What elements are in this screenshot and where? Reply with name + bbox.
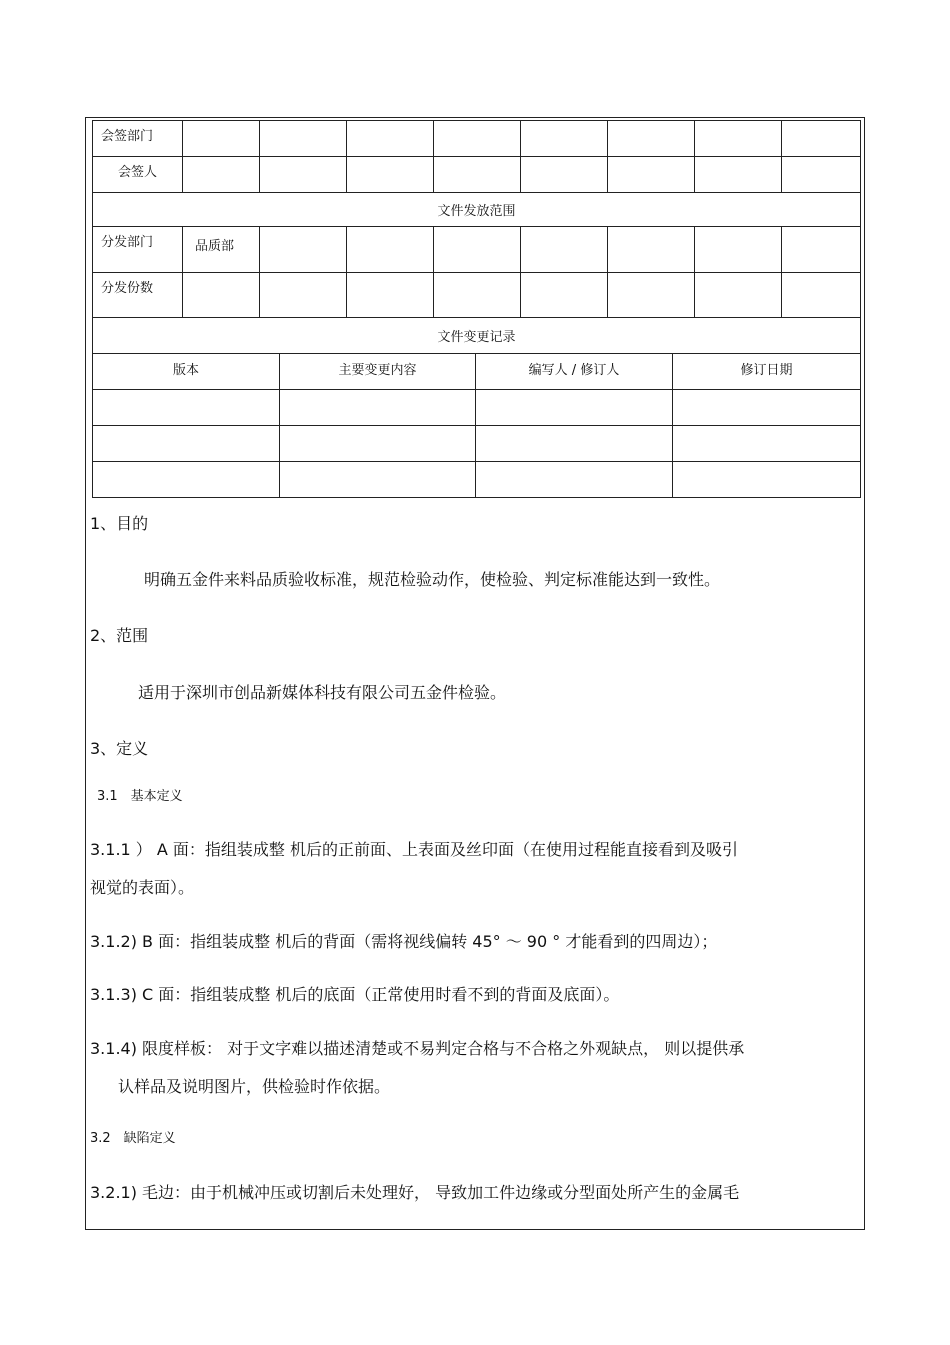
def-3-1-3: 3.1.3) C 面：指组装成整 机后的底面（正常使用时看不到的背面及底面）。 (90, 985, 620, 1004)
def-3-2-1: 3.2.1) 毛边：由于机械冲压或切割后未处理好， 导致加工件边缘或分型面处所产生的金属毛 (90, 1183, 740, 1202)
table-row (93, 462, 861, 498)
cell (608, 157, 695, 193)
cell (347, 273, 434, 318)
cell (434, 273, 521, 318)
section-3-1-heading: 3.1 基本定义 (97, 789, 183, 804)
cell (695, 273, 782, 318)
def-3-1-1-line1: 3.1.1 ） A 面：指组装成整 机后的正前面、上表面及丝印面（在使用过程能直接看到及吸引 (90, 840, 739, 859)
section-3-heading: 3、定义 (90, 739, 149, 758)
header-version: 版本 (93, 354, 280, 390)
section-2-body: 适用于深圳市创品新媒体科技有限公司五金件检验。 (138, 683, 507, 702)
section-1-body: 明确五金件来料品质验收标准，规范检验动作，使检验、判定标准能达到一致性。 (144, 570, 721, 589)
cell (183, 157, 260, 193)
cell (434, 227, 521, 273)
countersign-dept-label: 会签部门 (93, 121, 183, 157)
cell (260, 121, 347, 157)
cell (347, 157, 434, 193)
countersign-person-label: 会签人 (93, 157, 183, 193)
cell (183, 121, 260, 157)
cell (347, 121, 434, 157)
header-date: 修订日期 (673, 354, 861, 390)
cell (434, 121, 521, 157)
def-3-1-1-line2: 视觉的表面）。 (90, 878, 195, 897)
change-record-table (92, 353, 861, 498)
cell (347, 227, 434, 273)
dist-dept-value: 品质部 (183, 227, 260, 273)
cell (521, 157, 608, 193)
header-author: 编写人 / 修订人 (476, 354, 673, 390)
distribution-scope-row (93, 193, 861, 227)
change-record-title: 文件变更记录 (93, 318, 861, 354)
section-1-heading: 1、目的 (90, 514, 149, 533)
section-2-heading: 2、范围 (90, 626, 149, 645)
cell (782, 227, 861, 273)
signoff-distribution-table (92, 120, 861, 354)
cell (260, 273, 347, 318)
cell (608, 273, 695, 318)
dist-dept-row (93, 227, 861, 273)
cell (695, 157, 782, 193)
cell (782, 157, 861, 193)
cell (608, 227, 695, 273)
cell (521, 273, 608, 318)
def-3-1-4-line1: 3.1.4) 限度样板： 对于文字难以描述清楚或不易判定合格与不合格之外观缺点， 则以提供承 (90, 1039, 745, 1058)
cell (183, 273, 260, 318)
dist-copies-row (93, 273, 861, 318)
cell (260, 157, 347, 193)
def-3-1-2: 3.1.2) B 面：指组装成整 机后的背面（需将视线偏转 45° ～ 90 ° 才能看到的四周边）； (90, 932, 718, 951)
table-row (93, 426, 861, 462)
cell (434, 157, 521, 193)
distribution-scope-title: 文件发放范围 (93, 193, 861, 227)
cell (782, 273, 861, 318)
cell (521, 121, 608, 157)
cell (782, 121, 861, 157)
cell (608, 121, 695, 157)
table-row (93, 390, 861, 426)
cell (695, 121, 782, 157)
change-record-row (93, 318, 861, 354)
dist-dept-label: 分发部门 (93, 227, 183, 273)
cell (260, 227, 347, 273)
section-3-2-heading: 3.2 缺陷定义 (90, 1131, 176, 1146)
countersign-person-row (93, 157, 861, 193)
countersign-dept-row (93, 121, 861, 157)
cell (521, 227, 608, 273)
change-table-header (93, 354, 861, 390)
def-3-1-4-line2: 认样品及说明图片，供检验时作依据。 (118, 1077, 391, 1096)
cell (695, 227, 782, 273)
header-changes: 主要变更内容 (280, 354, 476, 390)
dist-copies-label: 分发份数 (93, 273, 183, 318)
